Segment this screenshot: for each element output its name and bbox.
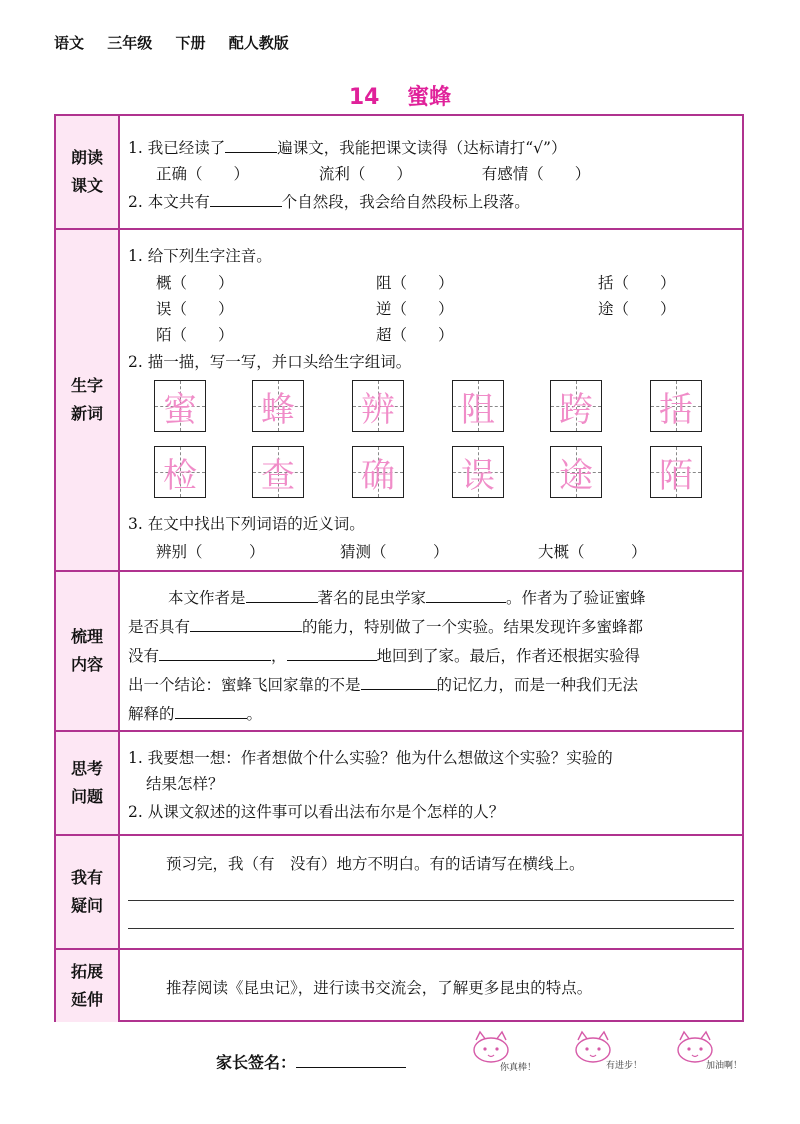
- read-line-2: 2. 本文共有 个自然段，我会给自然段标上段落。: [128, 193, 530, 211]
- section-read: [56, 116, 742, 228]
- char-grid[interactable]: 阻: [452, 380, 504, 432]
- lesson-number: 14: [348, 85, 380, 110]
- author-name-blank[interactable]: [426, 588, 506, 603]
- option-correct[interactable]: 正确（ ）: [156, 165, 250, 183]
- read-line-1: 1. 我已经读了 遍课文，我能把课文读得（达标请打“√”）: [128, 139, 567, 157]
- char-grid[interactable]: 辨: [352, 380, 404, 432]
- grade-label: 三年级: [107, 34, 153, 52]
- lesson-title: [0, 80, 800, 111]
- edition-label: 配人教版: [228, 34, 289, 52]
- section-extend: [56, 948, 742, 1022]
- section-label: 生字 新词: [56, 230, 120, 570]
- ability-blank[interactable]: [190, 617, 302, 632]
- summary-line-4: 出一个结论：蜜蜂飞回家靠的不是 的记忆力，而是一种我们无法: [128, 676, 639, 694]
- sticker-label: 加油啊！: [706, 1061, 743, 1071]
- signature-label: 家长签名：: [216, 1053, 297, 1072]
- pinyin-item[interactable]: 阻（ ）: [376, 274, 454, 292]
- char-grid[interactable]: 跨: [550, 380, 602, 432]
- section-label: 梳理 内容: [56, 572, 120, 730]
- char-grid[interactable]: 确: [352, 446, 404, 498]
- pinyin-item[interactable]: 误（ ）: [156, 300, 234, 318]
- pinyin-item[interactable]: 陌（ ）: [156, 326, 234, 344]
- read-options: [156, 162, 590, 184]
- worksheet-table: [54, 114, 744, 1022]
- synonym-item[interactable]: 大概（ ）: [538, 543, 647, 561]
- summary-line-1: 本文作者是 著名的昆虫学家 。作者为了验证蜜蜂: [168, 589, 646, 607]
- pinyin-item[interactable]: 括（ ）: [598, 274, 676, 292]
- synonym-item[interactable]: 猜测（ ）: [340, 543, 449, 561]
- char-grid[interactable]: 括: [650, 380, 702, 432]
- think-q1: 1. 我要想一想：作者想做个什么实验？他为什么想做这个实验？实验的: [128, 749, 613, 767]
- author-blank[interactable]: [246, 588, 318, 603]
- result-blank-2[interactable]: [287, 646, 377, 661]
- section-summary: [56, 570, 742, 730]
- pinyin-item[interactable]: 途（ ）: [598, 300, 676, 318]
- sticker-label: 你真棒！: [500, 1063, 537, 1073]
- words-q3: 3. 在文中找出下列词语的近义词。: [128, 515, 365, 533]
- pinyin-item[interactable]: 超（ ）: [376, 326, 454, 344]
- read-count-blank[interactable]: [225, 138, 277, 153]
- section-think: [56, 730, 742, 834]
- section-doubt: [56, 834, 742, 948]
- sticker-label: 有进步！: [606, 1061, 643, 1071]
- result-blank-1[interactable]: [159, 646, 271, 661]
- page-header: [54, 32, 307, 53]
- writing-line[interactable]: [128, 928, 734, 929]
- option-emotion[interactable]: 有感情（ ）: [481, 165, 591, 183]
- doubt-prompt: 预习完，我（有 没有）地方不明白。有的话请写在横线上。: [166, 855, 585, 873]
- writing-line[interactable]: [128, 900, 734, 901]
- pinyin-item[interactable]: 概（ ）: [156, 274, 234, 292]
- char-grid[interactable]: 陌: [650, 446, 702, 498]
- paragraph-count-blank[interactable]: [210, 192, 282, 207]
- words-q2: 2. 描一描，写一写，并口头给生字组词。: [128, 353, 412, 371]
- char-grid[interactable]: 蜂: [252, 380, 304, 432]
- section-label: 拓展 延伸: [56, 950, 120, 1022]
- pinyin-item[interactable]: 逆（ ）: [376, 300, 454, 318]
- option-fluent[interactable]: 流利（ ）: [318, 165, 412, 183]
- signature-blank[interactable]: [296, 1051, 406, 1068]
- section-label: 思考 问题: [56, 732, 120, 834]
- char-grid[interactable]: 查: [252, 446, 304, 498]
- words-q1: 1. 给下列生字注音。: [128, 247, 272, 265]
- summary-line-3: 没有 ， 地回到了家。最后，作者还根据实验得: [128, 647, 641, 665]
- char-grid[interactable]: 检: [154, 446, 206, 498]
- think-q2: 2. 从课文叙述的这件事可以看出法布尔是个怎样的人？: [128, 803, 505, 821]
- char-grid[interactable]: 蜜: [154, 380, 206, 432]
- char-grid[interactable]: 途: [550, 446, 602, 498]
- summary-line-5: 解释的 。: [128, 705, 263, 723]
- extend-text: 推荐阅读《昆虫记》，进行读书交流会，了解更多昆虫的特点。: [166, 979, 593, 997]
- think-q1-cont: 结果怎样？: [146, 775, 224, 793]
- lesson-name: 蜜蜂: [407, 85, 452, 110]
- summary-line-2: 是否具有 的能力，特别做了一个实验。结果发现许多蜜蜂都: [128, 618, 644, 636]
- char-grid[interactable]: 误: [452, 446, 504, 498]
- ability-name-blank[interactable]: [175, 704, 247, 719]
- subject-label: 语文: [54, 34, 85, 52]
- parent-signature: [216, 1050, 406, 1073]
- synonym-item[interactable]: 辨别（ ）: [156, 543, 265, 561]
- section-words: [56, 228, 742, 570]
- section-label: 我有 疑问: [56, 836, 120, 948]
- volume-label: 下册: [175, 34, 206, 52]
- section-label: 朗读 课文: [56, 116, 120, 228]
- memory-blank[interactable]: [361, 675, 437, 690]
